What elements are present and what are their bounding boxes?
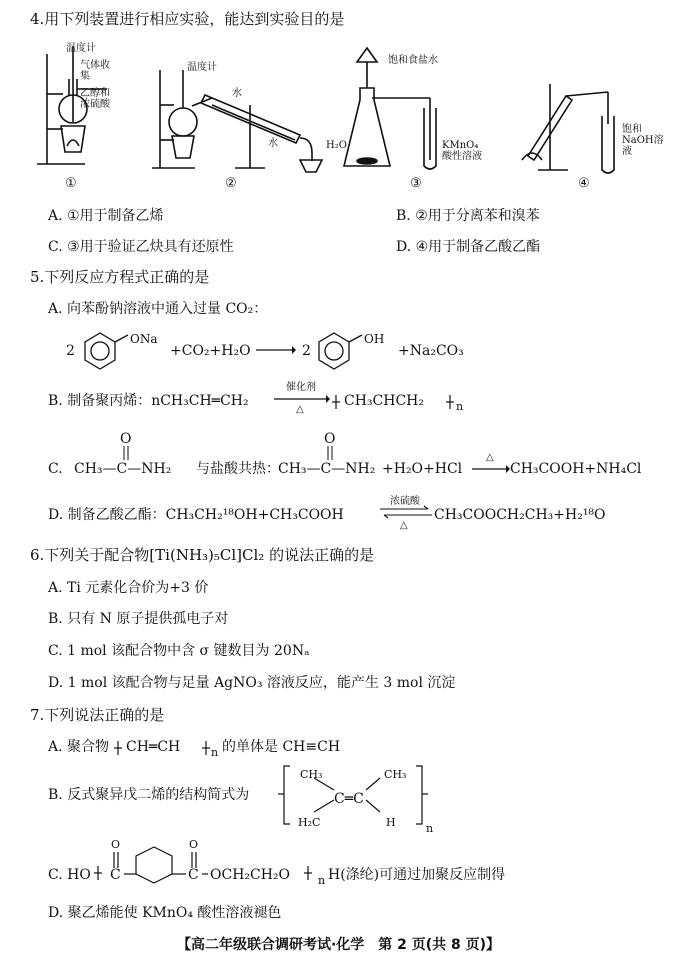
reaction-arrow-b <box>274 394 330 404</box>
apparatus-number-3: ③ <box>410 176 422 191</box>
q5-d-text: D. 制备乙酸乙酯：CH₃CH₂¹⁸OH+CH₃COOH <box>48 507 344 523</box>
q5-d-cond-top: 浓硫酸 <box>390 496 420 507</box>
q5-a-end: +Na₂CO₃ <box>398 343 464 359</box>
gas-collect-label: 气体收集 <box>80 60 110 82</box>
q5-a-oh: OH <box>364 332 385 346</box>
reaction-arrow-c <box>472 464 510 474</box>
q5-d-product: CH₃COOCH₂CH₃+H₂¹⁸O <box>434 507 606 523</box>
apparatus-number-1: ① <box>65 176 77 191</box>
water-in-label: 水 <box>232 88 242 99</box>
q7-c-pre: C. HO <box>48 867 91 883</box>
q5-d-cond-bot: △ <box>400 520 408 531</box>
q5-c-mid: 与盐酸共热： <box>196 461 280 477</box>
q5-c-plus: +H₂O+HCl <box>382 461 463 477</box>
q7-b-ch3-right: CH₃ <box>384 768 407 781</box>
q6-stem: 6.下列关于配合物[Ti(NH₃)₅Cl]Cl₂ 的说法正确的是 <box>30 546 375 564</box>
q6-option-a: A. Ti 元素化合价为+3 价 <box>48 580 209 596</box>
q7-b-cc: C═C <box>334 791 364 807</box>
q7-a-pre: A. 聚合物 <box>48 739 110 755</box>
naoh-label: 饱和NaOH溶液 <box>622 124 664 157</box>
apparatus-number-2: ② <box>225 176 237 191</box>
q4-option-a: A. ①用于制备乙烯 <box>48 208 164 224</box>
q5-c-amide2: CH₃—C—NH₂ <box>278 461 376 477</box>
apparatus-number-4: ④ <box>578 176 590 191</box>
q7-b-n: n <box>426 822 434 835</box>
q4-option-b: B. ②用于分离苯和溴苯 <box>396 208 540 224</box>
q6-option-c: C. 1 mol 该配合物中含 σ 键数目为 20Nₐ <box>48 643 310 659</box>
q5-c-o2: O <box>324 431 336 447</box>
apparatus-2-diagram <box>150 50 330 175</box>
q5-a-coef2: 2 <box>302 343 311 359</box>
benzene-ring-2 <box>314 330 354 370</box>
q4-option-d: D. ④用于制备乙酸乙酯 <box>396 239 541 255</box>
q5-b-text: B. 制备聚丙烯：nCH₃CH═CH₂ <box>48 393 249 409</box>
q5-b-cond-top: 催化剂 <box>286 382 316 393</box>
q5-a-coef1: 2 <box>66 343 75 359</box>
thermometer-label-1: 温度计 <box>66 43 96 54</box>
kmno4-label: KMnO₄酸性溶液 <box>442 140 482 162</box>
q5-a-text: A. 向苯酚钠溶液中通入过量 CO₂： <box>48 301 268 317</box>
q7-c-tail: OCH₂CH₂O <box>210 867 291 883</box>
reaction-arrow-a <box>256 344 296 356</box>
q7-b-text: B. 反式聚异戊二烯的结构简式为 <box>48 787 250 803</box>
page-footer: 【高二年级联合调研考试·化学 第 2 页(共 8 页)】 <box>176 937 501 953</box>
q5-c-product: CH₃COOH+NH₄Cl <box>510 461 642 477</box>
ethanol-acid-label: 乙醇和浓硫酸 <box>80 88 110 110</box>
q5-c-prefix: C. <box>48 461 63 477</box>
q5-b-product: CH₃CHCH₂ <box>344 393 424 409</box>
q5-c-amide1: CH₃—C—NH₂ <box>74 461 172 477</box>
q7-c-n: n <box>318 874 326 887</box>
q5-c-o1: O <box>120 431 132 447</box>
double-bond-c1 <box>122 446 130 460</box>
q7-a-post: 的单体是 CH≡CH <box>222 739 341 755</box>
q7-c-c2: C <box>188 867 199 883</box>
q5-a-ona: ONa <box>130 332 158 346</box>
double-bond-c2 <box>326 446 334 460</box>
benzene-ring-1 <box>80 330 120 370</box>
brine-label: 饱和食盐水 <box>388 55 438 66</box>
q5-c-cond: △ <box>486 452 494 463</box>
q5-a-mid: +CO₂+H₂O <box>170 343 251 359</box>
thermometer-label-2: 温度计 <box>187 62 217 73</box>
q7-a-n: n <box>211 746 219 759</box>
q7-stem: 7.下列说法正确的是 <box>30 706 165 724</box>
apparatus-4-diagram <box>508 76 628 176</box>
q6-option-d: D. 1 mol 该配合物与足量 AgNO₃ 溶液反应，能产生 3 mol 沉淀 <box>48 675 456 691</box>
q6-option-b: B. 只有 N 原子提供孤电子对 <box>48 611 229 627</box>
q5-stem: 5.下列反应方程式正确的是 <box>30 268 210 286</box>
q7-c-o2: O <box>189 838 199 851</box>
water-label-3: H₂O <box>326 140 347 151</box>
q7-b-ch3-left: CH₃ <box>300 768 323 781</box>
q7-c-o1: O <box>111 838 121 851</box>
q4-option-c: C. ③用于验证乙炔具有还原性 <box>48 239 234 255</box>
q7-c-post: H(涤纶)可通过加聚反应制得 <box>328 867 506 883</box>
q7-b-h: H <box>386 816 396 829</box>
water-out-label: 水 <box>268 138 278 149</box>
q7-c-c1: C <box>110 867 121 883</box>
q7-a-poly: CH═CH <box>126 739 181 755</box>
q7-b-h2c: H₂C <box>298 816 321 829</box>
q7-option-d: D. 聚乙烯能使 KMnO₄ 酸性溶液褪色 <box>48 905 282 921</box>
q5-b-n: n <box>456 400 464 413</box>
q5-b-cond-bot: △ <box>296 404 304 415</box>
equilibrium-arrow-d <box>380 506 432 518</box>
q4-stem: 4.用下列装置进行相应实验，能达到实验目的是 <box>30 10 345 28</box>
